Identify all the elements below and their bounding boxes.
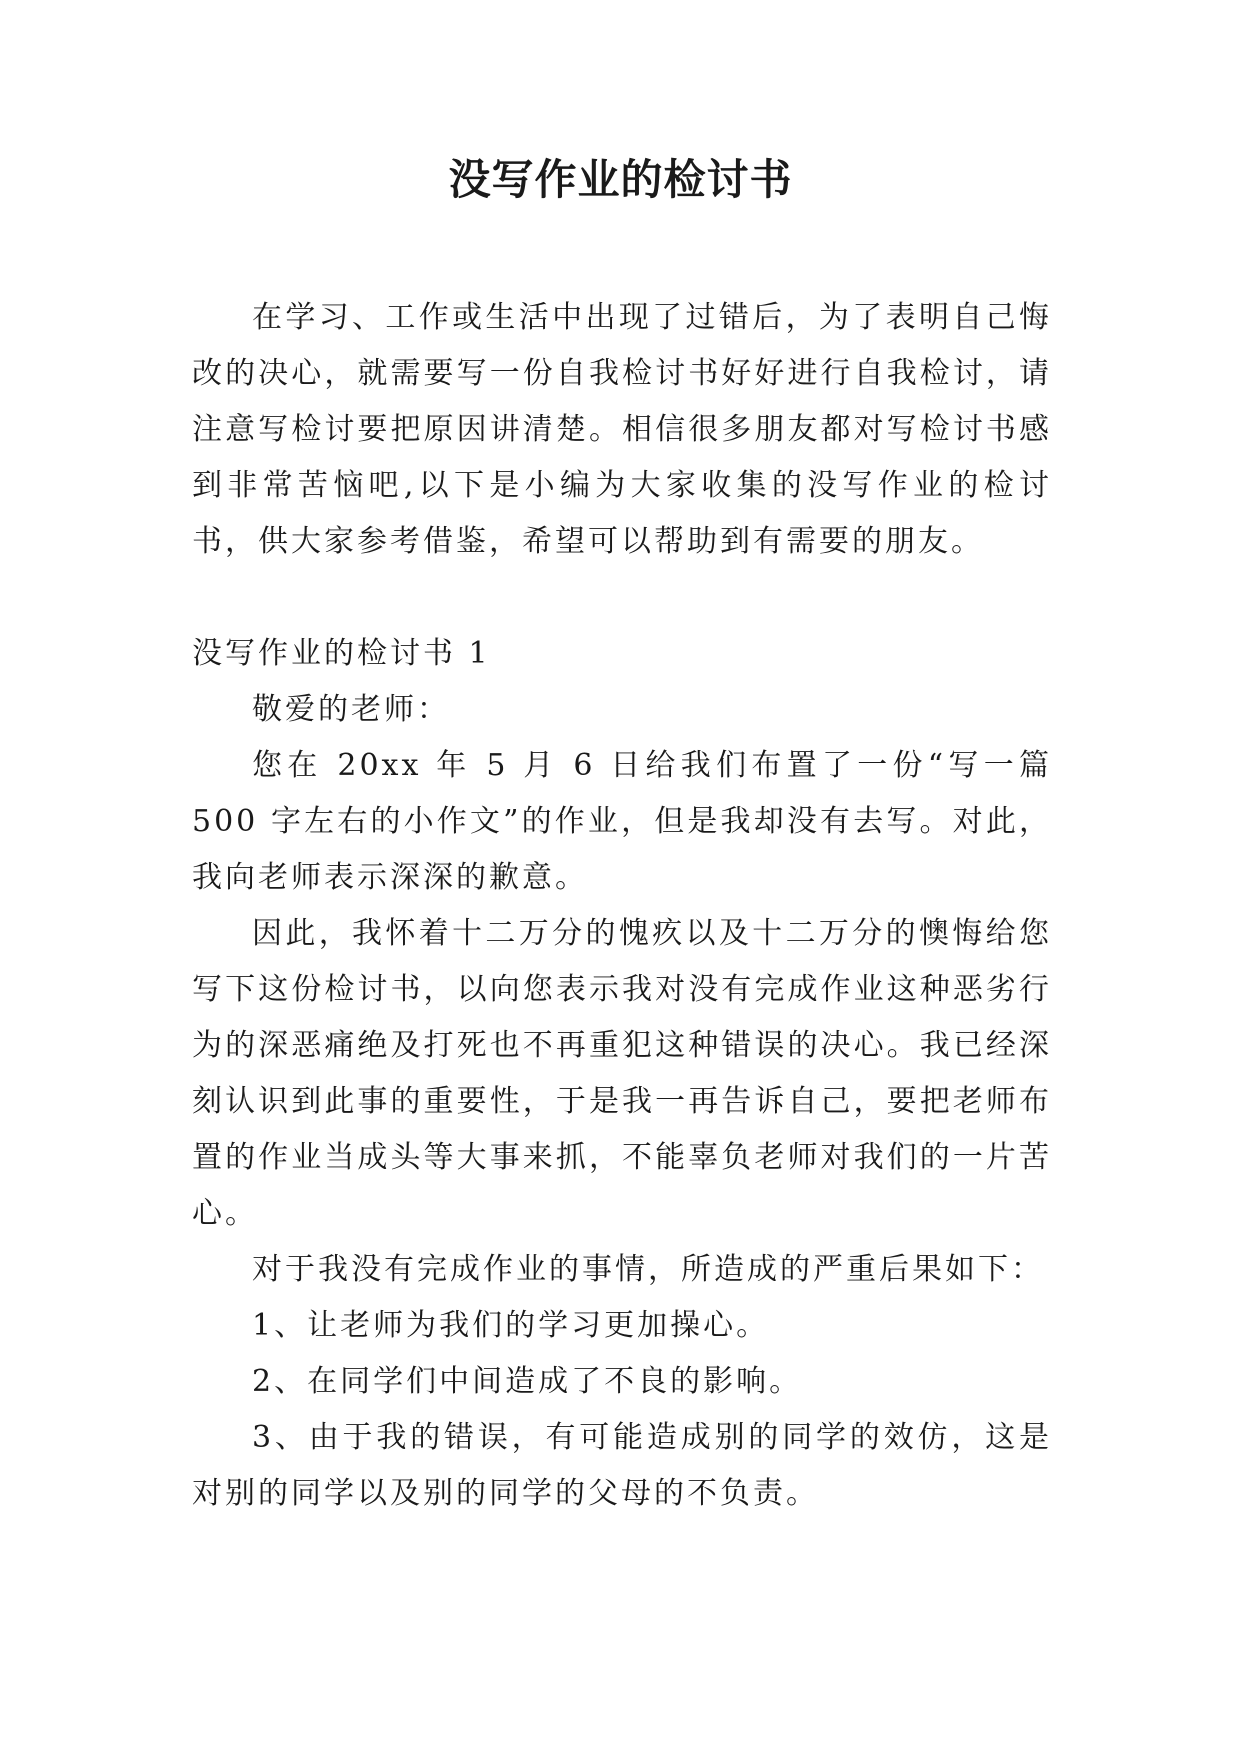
body-paragraph: 您在 20xx 年 5 月 6 日给我们布置了一份“写一篇 500 字左右的小作文”的作业，但是我却没有去写。对此，我向老师表示深深的歉意。 <box>192 748 1052 895</box>
body-paragraph: 对于我没有完成作业的事情，所造成的严重后果如下： <box>252 1252 1044 1287</box>
list-item: 2、在同学们中间造成了不良的影响。 <box>252 1364 803 1399</box>
document-title: 没写作业的检讨书 <box>448 155 793 204</box>
salutation: 敬爱的老师： <box>252 692 450 727</box>
section-heading: 没写作业的检讨书 1 <box>192 636 491 671</box>
document-body <box>192 290 1052 1522</box>
list-item: 3、由于我的错误，有可能造成别的同学的效仿，这是对别的同学以及别的同学的父母的不负责。 <box>192 1420 1052 1511</box>
body-paragraph: 因此，我怀着十二万分的愧疚以及十二万分的懊悔给您写下这份检讨书，以向您表示我对没有完成作业这种恶劣行为的深恶痛绝及打死也不再重犯这种错误的决心。我已经深刻认识到此事的重要性，于是我一再告诉自己，要把老师布置的作业当成头等大事来抓，不能辜负老师对我们的一片苦心。 <box>192 916 1052 1231</box>
list-item: 1、让老师为我们的学习更加操心。 <box>252 1308 770 1343</box>
intro-paragraph: 在学习、工作或生活中出现了过错后，为了表明自己悔改的决心，就需要写一份自我检讨书好好进行自我检讨，请注意写检讨要把原因讲清楚。相信很多朋友都对写检讨书感到非常苦恼吧,以下是小编为大家收集的没写作业的检讨书，供大家参考借鉴，希望可以帮助到有需要的朋友。 <box>192 300 1052 559</box>
